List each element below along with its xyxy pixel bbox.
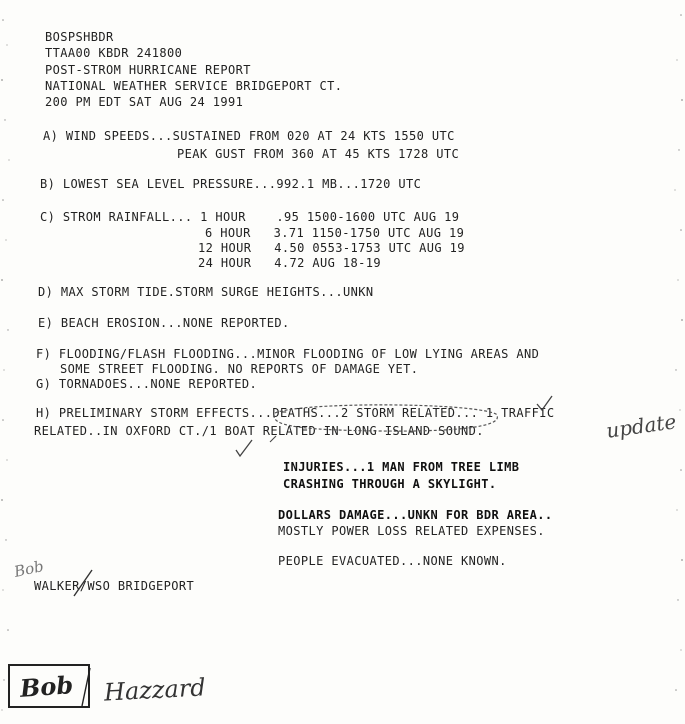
section-c-rainfall-6h: 6 HOUR 3.71 1150-1750 UTC AUG 19	[205, 226, 465, 240]
damage-line2: MOSTLY POWER LOSS RELATED EXPENSES.	[278, 524, 545, 538]
section-e-beach-erosion: E) BEACH EROSION...NONE REPORTED.	[38, 316, 290, 330]
injuries-line2: CRASHING THROUGH A SKYLIGHT.	[283, 477, 497, 491]
section-a-wind-gust: PEAK GUST FROM 360 AT 45 KTS 1728 UTC	[177, 147, 460, 161]
section-f-flooding-line1: F) FLOODING/FLASH FLOODING...MINOR FLOODING OF LOW LYING AREAS AND	[36, 347, 540, 361]
section-g-tornadoes: G) TORNADOES...NONE REPORTED.	[36, 377, 258, 391]
section-h-storm-effects-line1: H) PRELIMINARY STORM EFFECTS...DEATHS...2 STORM RELATED... 1 TRAFFIC	[36, 406, 555, 420]
signature-first-name: Bob	[19, 670, 75, 703]
header-line-office: NATIONAL WEATHER SERVICE BRIDGEPORT CT.	[45, 79, 343, 93]
section-c-rainfall-1h: C) STROM RAINFALL... 1 HOUR .95 1500-1600 UTC AUG 19	[40, 210, 460, 224]
margin-note-update: update	[604, 409, 678, 443]
section-d-storm-tide: D) MAX STORM TIDE.STORM SURGE HEIGHTS...UNKN	[38, 285, 374, 299]
initials-note: Bob	[12, 557, 46, 581]
injuries-line1: INJURIES...1 MAN FROM TREE LIMB	[283, 460, 520, 474]
right-edge-speckle	[663, 0, 685, 724]
header-line-wmo-header: TTAA00 KBDR 241800	[45, 46, 183, 60]
evacuated-line: PEOPLE EVACUATED...NONE KNOWN.	[278, 554, 507, 568]
signoff-line: WALKER/WSO BRIDGEPORT	[34, 579, 195, 593]
header-line-product-id: BOSPSHBDR	[45, 30, 114, 44]
check-mark-bottom	[236, 440, 252, 456]
signature-surname: Hazzard	[103, 673, 207, 707]
header-line-report-title: POST-STROM HURRICANE REPORT	[45, 63, 251, 77]
section-c-rainfall-12h: 12 HOUR 4.50 0553-1753 UTC AUG 19	[198, 241, 465, 255]
header-line-issue-time: 200 PM EDT SAT AUG 24 1991	[45, 95, 244, 109]
left-edge-speckle	[0, 0, 22, 724]
damage-line1: DOLLARS DAMAGE...UNKN FOR BDR AREA..	[278, 508, 553, 522]
section-b-pressure: B) LOWEST SEA LEVEL PRESSURE...992.1 MB...1720 UTC	[40, 177, 422, 191]
section-f-flooding-line2: SOME STREET FLOODING. NO REPORTS OF DAMAGE YET.	[60, 362, 419, 376]
section-h-storm-effects-line2: RELATED..IN OXFORD CT./1 BOAT RELATED IN LONG ISLAND SOUND.	[34, 424, 484, 438]
section-c-rainfall-24h: 24 HOUR 4.72 AUG 18-19	[198, 256, 381, 270]
section-a-wind-sustained: A) WIND SPEEDS...SUSTAINED FROM 020 AT 24 KTS 1550 UTC	[43, 129, 455, 143]
